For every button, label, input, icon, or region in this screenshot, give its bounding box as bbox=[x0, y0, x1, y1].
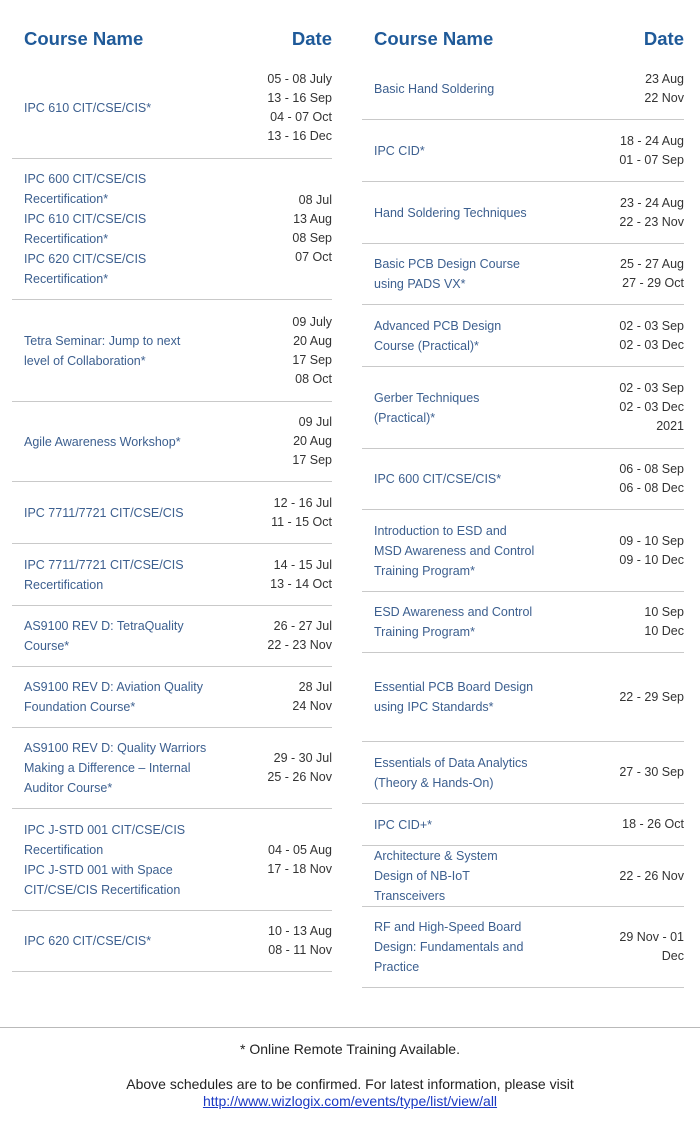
course-name[interactable] bbox=[374, 602, 584, 642]
course-dates bbox=[584, 928, 684, 966]
course-name-line: Basic PCB Design Course bbox=[374, 257, 520, 271]
course-date: 27 - 30 Sep bbox=[619, 765, 684, 779]
course-dates bbox=[233, 922, 332, 960]
course-name-line: using PADS VX* bbox=[374, 277, 466, 291]
course-date: 25 - 26 Nov bbox=[267, 770, 332, 784]
course-name-line: Making a Difference – Internal bbox=[24, 761, 191, 775]
date-header: Date bbox=[643, 28, 684, 49]
course-name-line: Course (Practical)* bbox=[374, 338, 479, 353]
course-name-line: Training Program* bbox=[374, 563, 475, 578]
course-name[interactable] bbox=[24, 820, 233, 900]
course-date: 08 Sep bbox=[292, 231, 332, 245]
table-row bbox=[362, 58, 684, 120]
course-name-header: Course Name bbox=[374, 28, 494, 49]
course-date: 22 - 23 Nov bbox=[267, 638, 332, 652]
course-name-line: RF and High-Speed Board bbox=[374, 920, 522, 934]
course-date: 02 - 03 Dec bbox=[619, 400, 684, 414]
course-dates bbox=[584, 379, 684, 436]
table-row bbox=[12, 159, 332, 300]
course-date: 18 - 26 Oct bbox=[622, 817, 684, 831]
course-name[interactable] bbox=[24, 331, 233, 371]
course-name[interactable] bbox=[374, 521, 584, 581]
course-date: 10 - 13 Aug bbox=[268, 924, 332, 938]
course-date: 04 - 07 Oct bbox=[270, 110, 332, 124]
course-dates bbox=[233, 678, 332, 716]
table-row bbox=[362, 244, 684, 305]
course-date: 2021 bbox=[656, 419, 684, 433]
course-name[interactable] bbox=[24, 432, 233, 452]
course-name[interactable] bbox=[374, 316, 584, 356]
course-date: 09 Jul bbox=[298, 415, 332, 429]
course-name[interactable] bbox=[24, 169, 233, 289]
right-schedule-table bbox=[362, 14, 684, 988]
course-name-line: Recertification* bbox=[24, 232, 109, 246]
table-header bbox=[362, 14, 684, 50]
course-list bbox=[12, 58, 332, 972]
table-row bbox=[362, 182, 684, 244]
course-date: 13 - 16 Sep bbox=[267, 91, 332, 105]
table-row bbox=[12, 402, 332, 482]
course-name-line: Essentials of Data Analytics bbox=[374, 755, 528, 770]
course-date: 08 Jul bbox=[298, 193, 332, 207]
table-row bbox=[12, 728, 332, 809]
course-date: 24 Nov bbox=[292, 699, 332, 713]
course-name-line: Hand Soldering Techniques bbox=[374, 205, 527, 220]
table-row bbox=[362, 742, 684, 804]
course-dates bbox=[584, 132, 684, 170]
table-row bbox=[362, 592, 684, 653]
course-name-line: Training Program* bbox=[374, 625, 475, 639]
course-dates bbox=[584, 532, 684, 570]
course-name[interactable] bbox=[24, 677, 233, 717]
course-date: 12 - 16 Jul bbox=[273, 495, 332, 510]
course-name-line: AS9100 REV D: TetraQuality bbox=[24, 619, 184, 633]
course-name-line: using IPC Standards* bbox=[374, 700, 494, 714]
course-name-line: Design: Fundamentals and bbox=[374, 940, 524, 954]
course-date: 14 - 15 Jul bbox=[273, 557, 332, 572]
course-date: 27 - 29 Oct bbox=[622, 276, 684, 290]
course-name[interactable] bbox=[24, 503, 233, 523]
course-date: 06 - 08 Dec bbox=[619, 481, 684, 495]
course-name-line: Introduction to ESD and bbox=[374, 523, 507, 538]
course-name-line: Architecture & System bbox=[374, 849, 498, 863]
course-name-line: Transceivers bbox=[374, 889, 446, 903]
course-date: 17 Sep bbox=[292, 453, 332, 467]
course-date: 22 - 29 Sep bbox=[619, 689, 684, 704]
table-header bbox=[12, 14, 332, 50]
course-date: 23 Aug bbox=[645, 71, 684, 86]
course-name[interactable] bbox=[24, 616, 233, 656]
course-date: 10 Dec bbox=[644, 624, 684, 638]
course-date: 01 - 07 Sep bbox=[619, 152, 684, 167]
course-name-line: Recertification* bbox=[24, 272, 109, 286]
course-name[interactable] bbox=[374, 815, 584, 835]
course-date: 02 - 03 Dec bbox=[619, 337, 684, 352]
course-name-line: IPC 620 CIT/CSE/CIS bbox=[24, 252, 147, 266]
course-dates bbox=[584, 194, 684, 232]
table-row bbox=[12, 667, 332, 728]
course-dates bbox=[233, 313, 332, 389]
course-name-line: AS9100 REV D: Aviation Quality bbox=[24, 680, 204, 694]
course-name-line: Auditor Course* bbox=[24, 781, 113, 795]
table-row bbox=[362, 846, 684, 907]
course-date: Dec bbox=[661, 949, 684, 963]
course-name-line: IPC 610 CIT/CSE/CIS bbox=[24, 212, 147, 226]
course-name-line: Essential PCB Board Design bbox=[374, 680, 534, 694]
course-name-line: Advanced PCB Design bbox=[374, 318, 502, 333]
course-name-line: IPC 7711/7721 CIT/CSE/CIS bbox=[24, 557, 184, 572]
course-date: 18 - 24 Aug bbox=[620, 133, 684, 148]
course-name-line: IPC 610 CIT/CSE/CIS* bbox=[24, 101, 152, 115]
course-name-line: IPC 7711/7721 CIT/CSE/CIS bbox=[24, 505, 184, 520]
course-date: 06 - 08 Sep bbox=[619, 462, 684, 476]
course-date: 10 Sep bbox=[644, 605, 684, 619]
course-name-line: Basic Hand Soldering bbox=[374, 81, 495, 96]
course-dates bbox=[233, 617, 332, 655]
course-name-line: (Theory & Hands-On) bbox=[374, 775, 494, 790]
table-row bbox=[12, 58, 332, 159]
course-dates bbox=[233, 556, 332, 594]
course-date: 13 Aug bbox=[293, 212, 332, 226]
online-training-note: * Online Remote Training Available. bbox=[240, 1041, 460, 1057]
course-dates bbox=[584, 460, 684, 498]
table-row bbox=[362, 305, 684, 367]
course-date: 26 - 27 Jul bbox=[273, 619, 332, 633]
table-row bbox=[362, 510, 684, 592]
course-name[interactable] bbox=[374, 141, 584, 161]
course-date: 20 Aug bbox=[293, 333, 332, 348]
course-date: 09 - 10 Sep bbox=[619, 533, 684, 548]
course-name-line: IPC CID* bbox=[374, 143, 425, 158]
course-name-line: (Practical)* bbox=[374, 410, 436, 425]
course-name-line: Design of NB-IoT bbox=[374, 869, 470, 883]
course-name[interactable] bbox=[24, 931, 233, 951]
table-row bbox=[12, 606, 332, 667]
course-name-line: IPC 600 CIT/CSE/CIS* bbox=[374, 472, 502, 486]
course-date: 29 Nov - 01 bbox=[619, 930, 684, 944]
table-row bbox=[362, 367, 684, 449]
course-name-line: ESD Awareness and Control bbox=[374, 605, 533, 619]
course-date: 08 Oct bbox=[295, 371, 332, 386]
course-date: 04 - 05 Aug bbox=[268, 842, 332, 857]
course-dates bbox=[233, 70, 332, 146]
course-date: 29 - 30 Jul bbox=[273, 751, 332, 765]
course-name[interactable] bbox=[374, 753, 584, 793]
course-dates bbox=[584, 867, 684, 886]
disclaimer-text: Above schedules are to be confirmed. For latest information, please visit bbox=[126, 1076, 574, 1092]
course-name-line: Course* bbox=[24, 639, 70, 653]
course-name-line: Recertification* bbox=[24, 192, 109, 206]
course-date: 22 Nov bbox=[644, 90, 684, 105]
course-date: 17 - 18 Nov bbox=[267, 861, 332, 876]
course-name-line: AS9100 REV D: Quality Warriors bbox=[24, 741, 207, 755]
course-dates bbox=[233, 841, 332, 879]
table-row bbox=[12, 544, 332, 606]
table-row bbox=[362, 449, 684, 510]
course-date: 13 - 16 Dec bbox=[267, 129, 332, 143]
course-name-line: level of Collaboration* bbox=[24, 353, 146, 368]
course-dates bbox=[584, 763, 684, 782]
course-name-line: Recertification bbox=[24, 842, 104, 857]
course-name-line: IPC J-STD 001 with Space bbox=[24, 862, 173, 877]
course-date: 02 - 03 Sep bbox=[619, 381, 684, 395]
course-date: 28 Jul bbox=[298, 680, 332, 694]
course-date: 08 - 11 Nov bbox=[268, 943, 332, 957]
course-name-line: IPC 600 CIT/CSE/CIS bbox=[24, 172, 147, 186]
course-dates bbox=[584, 317, 684, 355]
left-schedule-table bbox=[12, 14, 332, 972]
course-name-header: Course Name bbox=[24, 28, 144, 49]
course-date: 07 Oct bbox=[295, 250, 332, 264]
course-name-line: MSD Awareness and Control bbox=[374, 543, 535, 558]
table-row bbox=[12, 911, 332, 972]
course-date: 23 - 24 Aug bbox=[620, 195, 684, 210]
table-row bbox=[362, 120, 684, 182]
course-list bbox=[362, 58, 684, 988]
footer-divider bbox=[0, 1027, 700, 1028]
course-date: 05 - 08 July bbox=[267, 72, 332, 86]
course-name[interactable] bbox=[374, 203, 584, 223]
events-link[interactable]: http://www.wizlogix.com/events/type/list/view/all bbox=[202, 1093, 498, 1109]
course-name-line: CIT/CSE/CIS Recertification bbox=[24, 882, 181, 897]
course-dates bbox=[233, 191, 332, 267]
course-date: 09 July bbox=[292, 314, 332, 329]
course-name[interactable] bbox=[24, 738, 233, 798]
table-row bbox=[12, 300, 332, 402]
course-date: 09 - 10 Dec bbox=[619, 552, 684, 567]
course-dates bbox=[584, 688, 684, 707]
table-row bbox=[362, 907, 684, 988]
course-name[interactable] bbox=[24, 98, 233, 118]
course-name-line: IPC CID+* bbox=[374, 817, 433, 832]
course-date: 02 - 03 Sep bbox=[619, 318, 684, 333]
course-name-line: IPC 620 CIT/CSE/CIS* bbox=[24, 934, 152, 948]
course-name[interactable] bbox=[374, 917, 584, 977]
course-date: 13 - 14 Oct bbox=[270, 576, 332, 591]
table-row bbox=[12, 809, 332, 911]
course-name[interactable] bbox=[24, 555, 233, 595]
course-dates bbox=[584, 255, 684, 293]
course-name[interactable] bbox=[374, 469, 584, 489]
course-dates bbox=[584, 603, 684, 641]
course-dates bbox=[233, 413, 332, 470]
course-dates bbox=[233, 749, 332, 787]
course-name-line: Recertification bbox=[24, 577, 104, 592]
course-dates bbox=[233, 494, 332, 532]
course-date: 17 Sep bbox=[292, 352, 332, 367]
course-name[interactable] bbox=[374, 846, 584, 906]
course-dates bbox=[584, 815, 684, 834]
schedule-disclaimer bbox=[0, 1076, 700, 1110]
course-name-line: Tetra Seminar: Jump to next bbox=[24, 333, 181, 348]
date-header: Date bbox=[291, 28, 332, 49]
course-date: 20 Aug bbox=[293, 434, 332, 448]
table-row bbox=[12, 482, 332, 544]
course-name-line: Practice bbox=[374, 960, 420, 974]
course-name[interactable] bbox=[374, 254, 584, 294]
table-row bbox=[362, 804, 684, 846]
course-name-line: Gerber Techniques bbox=[374, 390, 480, 405]
course-name[interactable] bbox=[374, 388, 584, 428]
course-date: 25 - 27 Aug bbox=[620, 257, 684, 271]
table-row bbox=[362, 653, 684, 742]
course-name-line: IPC J-STD 001 CIT/CSE/CIS bbox=[24, 822, 186, 837]
course-date: 11 - 15 Oct bbox=[271, 514, 332, 529]
course-date: 22 - 26 Nov bbox=[619, 868, 684, 883]
course-name-line: Foundation Course* bbox=[24, 700, 136, 714]
course-date: 22 - 23 Nov bbox=[619, 214, 684, 229]
course-name[interactable] bbox=[374, 79, 584, 99]
course-name-line: Agile Awareness Workshop* bbox=[24, 434, 181, 449]
course-dates bbox=[584, 70, 684, 108]
course-name[interactable] bbox=[374, 677, 584, 717]
